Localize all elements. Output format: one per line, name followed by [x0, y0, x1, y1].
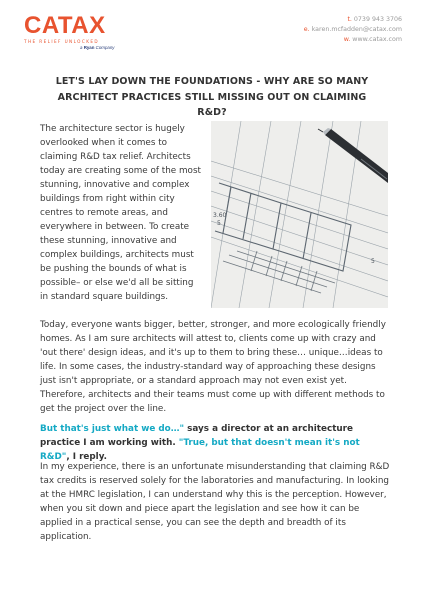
- contact-web-line: [304, 35, 402, 45]
- logo-sub-prefix: a: [80, 45, 83, 50]
- logo-sub-brand: Ryan: [83, 45, 95, 50]
- contact-website[interactable]: www.catax.com: [352, 36, 402, 43]
- blueprint-label-3: 5: [371, 258, 375, 265]
- quote-paragraph: [40, 422, 390, 464]
- contact-phone-line: [304, 15, 402, 25]
- contact-email-line: [304, 25, 402, 35]
- article-intro: The architecture sector is hugely overlooked when it comes to claiming R&D tax relief. Architects today are creating some of the most stunning, innovative and complex buildings from right within city centres to remote areas, and everywhere in between. To create these stunning, innovative and complex buildings, architects must be pushing the bounds of what is possible– or else we'd all be sitting in standard square buildings.: [40, 124, 201, 302]
- logo-parent-company: [80, 45, 114, 50]
- phone-key: t.: [347, 16, 352, 23]
- contact-email[interactable]: karen.mcfadden@catax.com: [311, 26, 402, 33]
- quote-reply: "True, but that doesn't mean it's not R&D": [40, 438, 360, 462]
- quote-attribution: says a director at an architecture practice I am working with.: [40, 424, 353, 448]
- contact-phone: 0739 943 3706: [353, 16, 402, 23]
- paragraph-1: Today, everyone wants bigger, better, stronger, and more ecologically friendly homes. As I am sure architects will attest to, clients come up with crazy and 'out there' design ideas, and it's up to them to bring these… unique…ideas to life. In some cases, the industry-standard way of approaching these designs just isn't appropriate, or a standard approach may not even exist yet. Therefore, architects and their teams must come up with different methods to get the project over the line.: [40, 320, 386, 414]
- blueprint-label-1: 5: [217, 220, 221, 227]
- blueprint-illustration: [211, 121, 388, 308]
- email-key: e.: [303, 26, 310, 33]
- blueprint-label-2: 3.60: [213, 212, 227, 219]
- logo-sub-suffix: Company: [95, 45, 115, 50]
- article-title: LET'S LAY DOWN THE FOUNDATIONS - WHY ARE SO MANY ARCHITECT PRACTICES STILL MISSING OUT ON CLAIMING R&D?: [55, 76, 369, 118]
- blueprint-photo: [211, 121, 388, 308]
- quote-close: , I reply.: [66, 452, 107, 462]
- catax-logo: [24, 14, 114, 50]
- contact-block: [304, 15, 402, 45]
- paragraph-3: In my experience, there is an unfortunate misunderstanding that claiming R&D tax credits is reserved solely for the laboratories and manufacturing. In looking at the HMRC legislation, I can understand why this is the perception. However, when you sit down and piece apart the legislation and see how it can be applied in a practical sense, you can see the depth and breadth of its application.: [40, 462, 390, 542]
- logo-wordmark: CATAX: [24, 12, 106, 39]
- quote-director: But that's just what we do…": [40, 424, 185, 434]
- logo-tagline: THE RELIEF UNLOCKED: [24, 39, 100, 44]
- web-key: w.: [343, 36, 351, 43]
